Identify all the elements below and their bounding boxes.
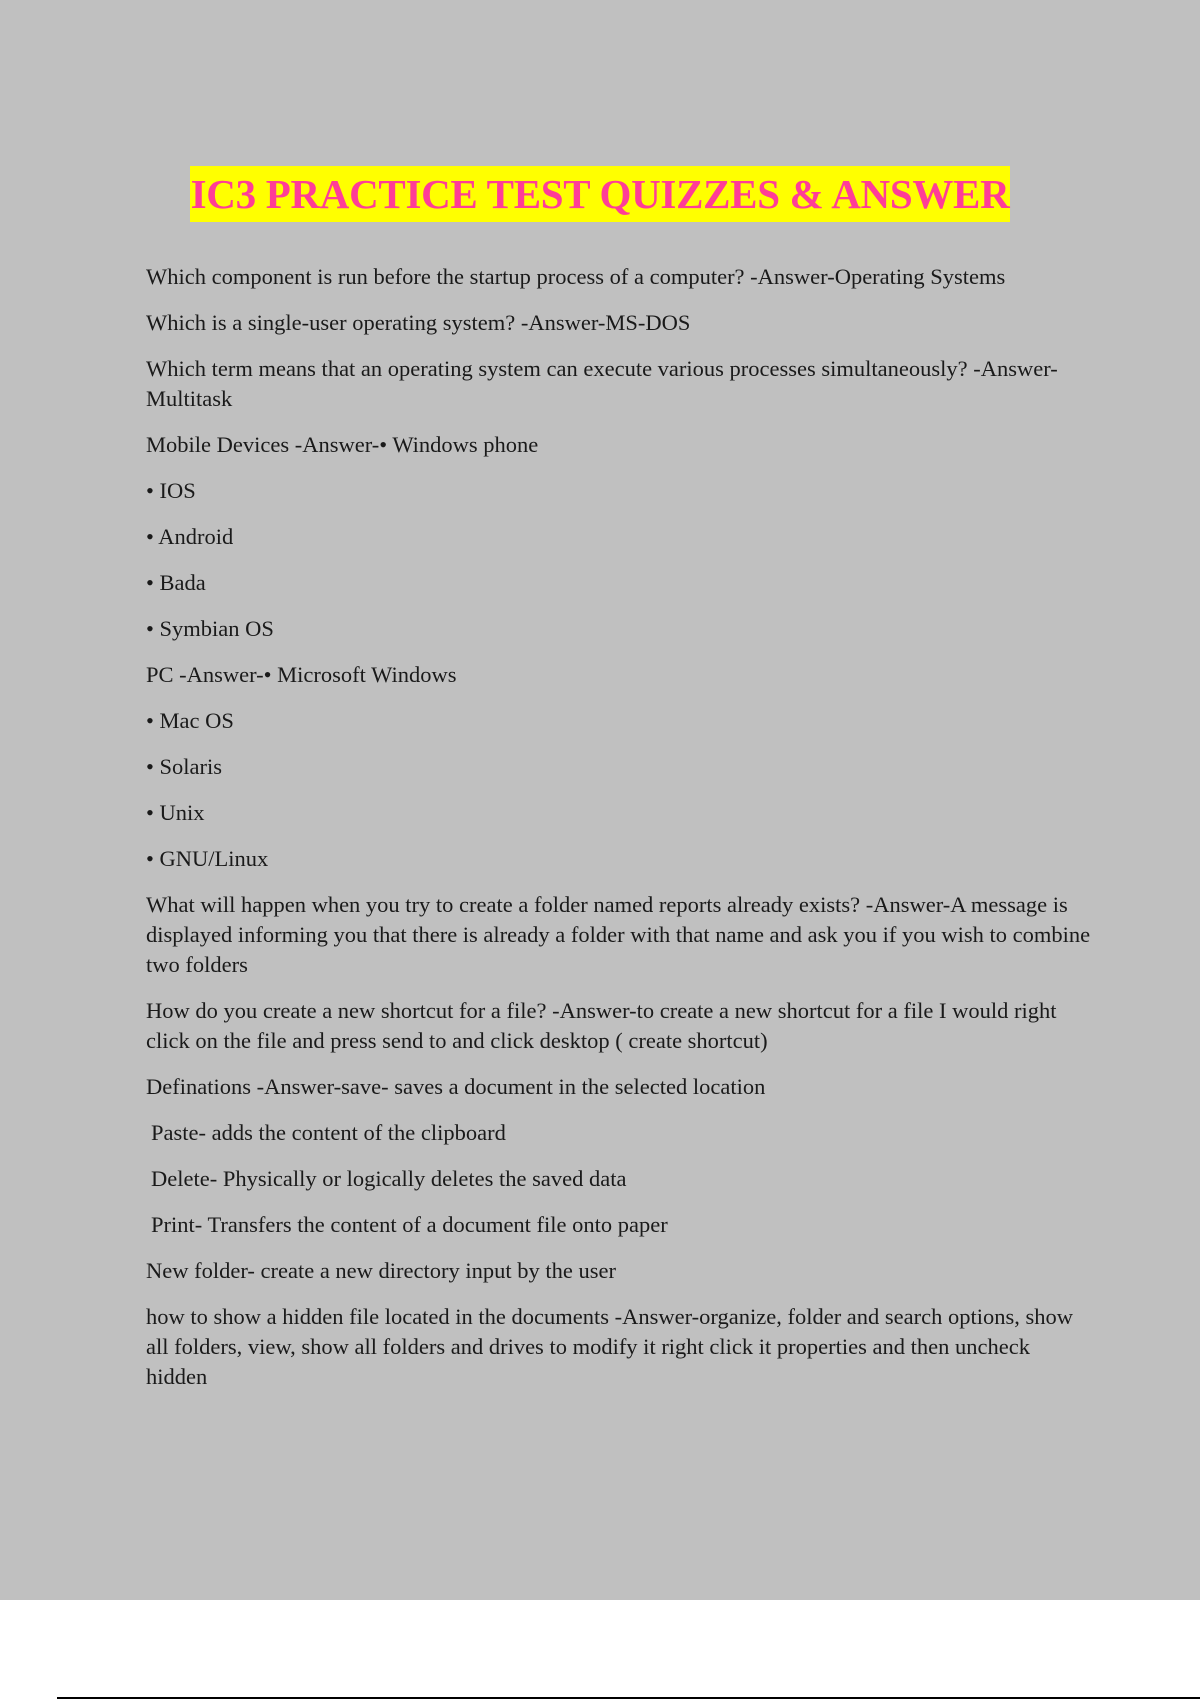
qa-line: What will happen when you try to create a folder named reports already exists? -Answer-A message is displayed informing you that there is already a folder with that name and ask you if you wish to combine two folders [146, 892, 1096, 977]
bullet-item: • IOS [146, 478, 196, 503]
qa-line: Mobile Devices -Answer-• Windows phone [146, 432, 539, 457]
definition-item: New folder- create a new directory input by the user [146, 1258, 616, 1283]
bullet-item: • Symbian OS [146, 616, 274, 641]
footer-rule [57, 1697, 1200, 1699]
qa-line: Which is a single-user operating system? -Answer-MS-DOS [146, 310, 691, 335]
qa-line: Which term means that an operating system can execute various processes simultaneously? -Answer-Multitask [146, 356, 1058, 411]
document-body [146, 262, 1096, 1408]
bullet-item: • Solaris [146, 754, 223, 779]
qa-line: How do you create a new shortcut for a file? -Answer-to create a new shortcut for a file I would right click on the file and press send to and click desktop ( create shortcut) [146, 998, 1063, 1053]
document-title: IC3 PRACTICE TEST QUIZZES & ANSWER [190, 166, 1011, 222]
bullet-item: • Android [146, 524, 234, 549]
bullet-item: • GNU/Linux [146, 846, 269, 871]
qa-line: Definations -Answer-save- saves a document in the selected location [146, 1074, 766, 1099]
bullet-item: • Bada [146, 570, 206, 595]
qa-line: PC -Answer-• Microsoft Windows [146, 662, 457, 687]
qa-line: how to show a hidden file located in the documents -Answer-organize, folder and search options, show all folders, view, show all folders and drives to modify it right click it properties and then uncheck hidden [146, 1304, 1079, 1389]
title-container [0, 166, 1200, 222]
qa-line: Which component is run before the startup process of a computer? -Answer-Operating Systems [146, 264, 1006, 289]
definition-item: Delete- Physically or logically deletes the saved data [151, 1166, 627, 1191]
definition-item: Paste- adds the content of the clipboard [151, 1120, 506, 1145]
definition-item: Print- Transfers the content of a document file onto paper [151, 1212, 668, 1237]
bullet-item: • Unix [146, 800, 205, 825]
bullet-item: • Mac OS [146, 708, 234, 733]
